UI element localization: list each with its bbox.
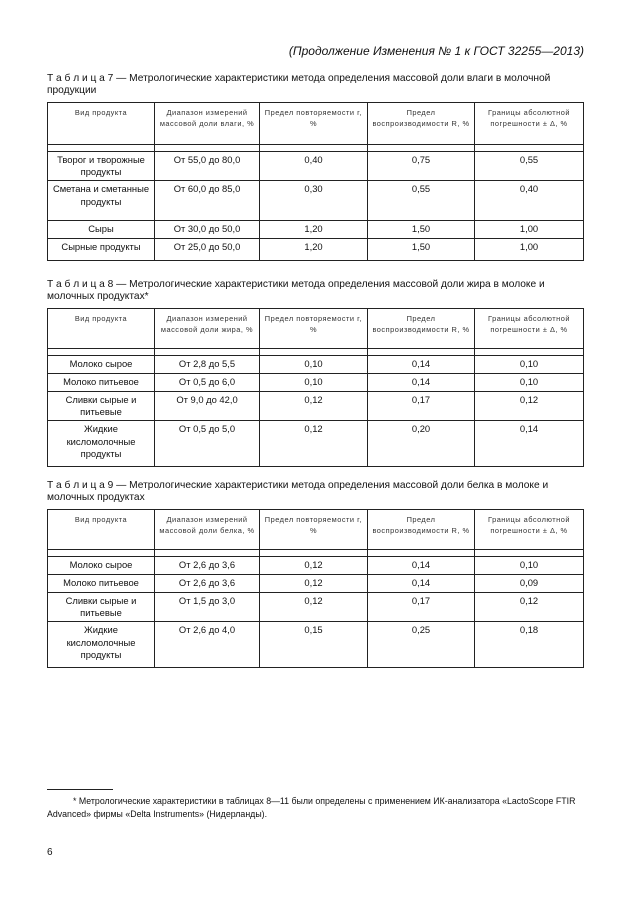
cell-R: 0,25 [368,622,475,668]
cell-r: 0,12 [260,593,368,622]
cell-delta: 0,10 [475,557,584,575]
table-7 [47,102,584,261]
header-reproducibility: Предел воспроизводимости R, % [368,103,475,145]
cell-product: Молоко сырое [48,356,155,374]
header-reproducibility: Предел воспроизводимости R, % [368,510,475,550]
table-row [48,557,584,575]
header-product: Вид продукта [48,510,155,550]
cell-R: 0,17 [368,392,475,421]
cell-product: Сырные продукты [48,238,155,260]
continuation-header: (Продолжение Изменения № 1 к ГОСТ 32255—2013) [288,44,584,58]
cell-r: 1,20 [260,238,368,260]
cell-delta: 0,10 [475,356,584,374]
table-row [48,622,584,668]
cell-r: 0,40 [260,152,368,181]
cell-range: От 2,6 до 4,0 [155,622,260,668]
cell-range: От 55,0 до 80,0 [155,152,260,181]
table-row [48,374,584,392]
cell-range: От 2,6 до 3,6 [155,575,260,593]
header-repeatability: Предел повторяемости r, % [260,309,368,349]
cell-delta: 0,55 [475,152,584,181]
table-row [48,221,584,238]
header-reproducibility: Предел воспроизводимости R, % [368,309,475,349]
cell-R: 0,14 [368,374,475,392]
table-row [48,238,584,260]
cell-delta: 0,10 [475,374,584,392]
footnote: * Метрологические характеристики в таблицах 8—11 были определены с применением ИК-анализатора «LactoScope FTIR Advanced» фирмы «Delta Instruments» (Нидерланды). [47,796,576,819]
cell-r: 0,12 [260,575,368,593]
cell-range: От 60,0 до 85,0 [155,181,260,221]
cell-R: 1,50 [368,238,475,260]
cell-delta: 0,40 [475,181,584,221]
cell-range: От 2,8 до 5,5 [155,356,260,374]
cell-r: 0,12 [260,392,368,421]
table-9 [47,509,584,668]
cell-R: 0,55 [368,181,475,221]
cell-product: Жидкие кисломолочные продукты [48,421,155,467]
cell-r: 0,15 [260,622,368,668]
cell-r: 0,10 [260,374,368,392]
cell-R: 0,75 [368,152,475,181]
cell-r: 0,30 [260,181,368,221]
table-row [48,593,584,622]
cell-range: От 0,5 до 5,0 [155,421,260,467]
cell-delta: 0,18 [475,622,584,668]
cell-delta: 0,14 [475,421,584,467]
table-row [48,575,584,593]
cell-range: От 9,0 до 42,0 [155,392,260,421]
cell-product: Сыры [48,221,155,238]
cell-range: От 0,5 до 6,0 [155,374,260,392]
header-error: Границы абсолютной погрешности ± Δ, % [475,309,584,349]
table-8 [47,308,584,467]
cell-product: Сливки сырые и питьевые [48,593,155,622]
cell-R: 0,14 [368,557,475,575]
cell-product: Молоко питьевое [48,374,155,392]
cell-R: 0,14 [368,575,475,593]
header-repeatability: Предел повторяемости r, % [260,103,368,145]
table-row [48,152,584,181]
cell-delta: 0,12 [475,593,584,622]
cell-r: 0,10 [260,356,368,374]
table-row [48,421,584,467]
cell-product: Творог и творожные продукты [48,152,155,181]
table-row [48,181,584,221]
header-range: Диапазон измерений массовой доли жира, % [155,309,260,349]
footnote-divider [47,789,113,790]
cell-R: 0,20 [368,421,475,467]
header-product: Вид продукта [48,103,155,145]
cell-product: Молоко питьевое [48,575,155,593]
cell-product: Молоко сырое [48,557,155,575]
cell-range: От 2,6 до 3,6 [155,557,260,575]
header-range: Диапазон измерений массовой доли белка, % [155,510,260,550]
header-error: Границы абсолютной погрешности ± Δ, % [475,510,584,550]
cell-range: От 25,0 до 50,0 [155,238,260,260]
cell-delta: 0,12 [475,392,584,421]
table-row [48,356,584,374]
cell-product: Сливки сырые и питьевые [48,392,155,421]
cell-delta: 1,00 [475,238,584,260]
table-row [48,392,584,421]
cell-R: 0,14 [368,356,475,374]
table-8-caption: Т а б л и ц а 8 — Метрологические характеристики метода определения массовой доли жира в молоке и молочных продуктах* [47,279,545,302]
header-repeatability: Предел повторяемости r, % [260,510,368,550]
cell-r: 0,12 [260,421,368,467]
page-number: 6 [47,847,53,858]
cell-delta: 1,00 [475,221,584,238]
cell-product: Жидкие кисломолочные продукты [48,622,155,668]
cell-product: Сметана и сметанные продукты [48,181,155,221]
table-7-caption: Т а б л и ц а 7 — Метрологические характеристики метода определения массовой доли влаги в молочной продукции [47,73,551,96]
table-9-caption: Т а б л и ц а 9 — Метрологические характеристики метода определения массовой доли белка в молоке и молочных продуктах [47,480,549,503]
header-range: Диапазон измерений массовой доли влаги, % [155,103,260,145]
cell-range: От 30,0 до 50,0 [155,221,260,238]
header-product: Вид продукта [48,309,155,349]
cell-delta: 0,09 [475,575,584,593]
header-error: Границы абсолютной погрешности ± Δ, % [475,103,584,145]
cell-r: 1,20 [260,221,368,238]
cell-range: От 1,5 до 3,0 [155,593,260,622]
cell-R: 0,17 [368,593,475,622]
cell-R: 1,50 [368,221,475,238]
cell-r: 0,12 [260,557,368,575]
